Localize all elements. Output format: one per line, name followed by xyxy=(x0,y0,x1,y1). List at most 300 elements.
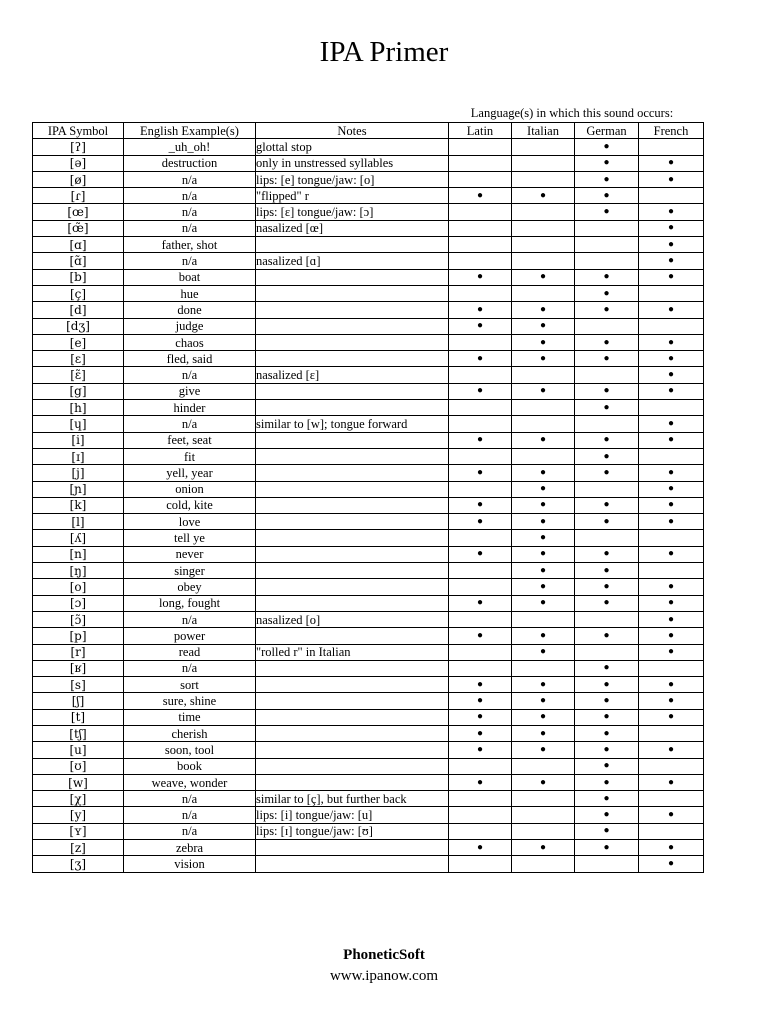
italian-occurrence-cell xyxy=(512,497,575,513)
occurrence-dot-icon: ● xyxy=(603,580,610,592)
table-row xyxy=(33,400,704,416)
occurrence-dot-icon: ● xyxy=(667,499,675,511)
notes-cell: lips: [i] tongue/jaw: [u] xyxy=(256,807,449,823)
french-occurrence-cell xyxy=(639,709,704,725)
german-occurrence-cell xyxy=(575,693,639,709)
italian-occurrence-cell xyxy=(512,823,575,839)
ipa-symbol-cell: [n] xyxy=(33,546,124,562)
french-occurrence-cell xyxy=(639,253,704,269)
table-row xyxy=(33,758,704,774)
notes-cell: "flipped" r xyxy=(256,188,449,204)
occurrence-dot-icon: ● xyxy=(667,466,675,478)
occurrence-dot-icon: ● xyxy=(603,727,610,739)
notes-cell xyxy=(256,514,449,530)
occurrence-dot-icon: ● xyxy=(667,417,675,429)
ipa-symbol-cell: [ɲ] xyxy=(33,481,124,497)
french-occurrence-cell xyxy=(639,774,704,790)
french-occurrence-cell xyxy=(639,530,704,546)
french-occurrence-cell xyxy=(639,856,704,872)
notes-cell xyxy=(256,432,449,448)
german-occurrence-cell xyxy=(575,351,639,367)
ipa-symbol-cell: [ɾ] xyxy=(33,188,124,204)
ipa-symbol-cell: [ʎ] xyxy=(33,530,124,546)
italian-occurrence-cell xyxy=(512,709,575,725)
english-example-cell: hue xyxy=(124,285,256,301)
italian-occurrence-cell xyxy=(512,530,575,546)
occurrence-dot-icon: ● xyxy=(667,841,675,853)
german-occurrence-cell xyxy=(575,530,639,546)
latin-occurrence-cell xyxy=(449,579,512,595)
german-occurrence-cell xyxy=(575,237,639,253)
occurrence-dot-icon: ● xyxy=(667,271,675,283)
latin-occurrence-cell xyxy=(449,807,512,823)
german-occurrence-cell xyxy=(575,856,639,872)
latin-occurrence-cell xyxy=(449,481,512,497)
ipa-symbol-cell: [ʒ] xyxy=(33,856,124,872)
occurrence-dot-icon: ● xyxy=(667,173,675,185)
english-example-cell: n/a xyxy=(124,367,256,383)
italian-occurrence-cell xyxy=(512,465,575,481)
occurrence-dot-icon: ● xyxy=(667,157,675,169)
occurrence-dot-icon: ● xyxy=(539,466,547,478)
table-row xyxy=(33,497,704,513)
german-occurrence-cell xyxy=(575,204,639,220)
french-occurrence-cell xyxy=(639,677,704,693)
ipa-symbol-cell: [ɛ] xyxy=(33,351,124,367)
latin-occurrence-cell xyxy=(449,660,512,676)
latin-occurrence-cell xyxy=(449,823,512,839)
latin-occurrence-cell xyxy=(449,204,512,220)
notes-cell xyxy=(256,351,449,367)
latin-occurrence-cell xyxy=(449,400,512,416)
ipa-symbol-cell: [b] xyxy=(33,269,124,285)
italian-occurrence-cell xyxy=(512,253,575,269)
french-occurrence-cell xyxy=(639,807,704,823)
notes-cell: nasalized [œ] xyxy=(256,220,449,236)
table-row xyxy=(33,677,704,693)
german-occurrence-cell xyxy=(575,285,639,301)
english-example-cell: chaos xyxy=(124,334,256,350)
italian-occurrence-cell xyxy=(512,660,575,676)
notes-cell xyxy=(256,448,449,464)
english-example-cell: n/a xyxy=(124,220,256,236)
occurrence-dot-icon: ● xyxy=(539,580,547,592)
notes-cell xyxy=(256,856,449,872)
latin-occurrence-cell xyxy=(449,546,512,562)
english-example-cell: onion xyxy=(124,481,256,497)
german-occurrence-cell xyxy=(575,302,639,318)
occurrence-dot-icon: ● xyxy=(603,515,610,527)
notes-cell xyxy=(256,758,449,774)
column-header-english-examples: English Example(s) xyxy=(124,123,256,139)
occurrence-dot-icon: ● xyxy=(603,825,610,837)
occurrence-dot-icon: ● xyxy=(539,499,547,511)
notes-cell xyxy=(256,334,449,350)
occurrence-dot-icon: ● xyxy=(667,646,675,658)
french-occurrence-cell xyxy=(639,628,704,644)
notes-cell: similar to [w]; tongue forward xyxy=(256,416,449,432)
occurrence-dot-icon: ● xyxy=(667,809,675,821)
german-occurrence-cell xyxy=(575,546,639,562)
notes-cell: lips: [ɛ] tongue/jaw: [ɔ] xyxy=(256,204,449,220)
ipa-symbol-cell: [ɥ] xyxy=(33,416,124,432)
english-example-cell: n/a xyxy=(124,807,256,823)
notes-cell xyxy=(256,465,449,481)
french-occurrence-cell xyxy=(639,644,704,660)
notes-cell xyxy=(256,677,449,693)
occurrence-dot-icon: ● xyxy=(667,711,675,723)
english-example-cell: n/a xyxy=(124,660,256,676)
german-occurrence-cell xyxy=(575,171,639,187)
notes-cell: lips: [e] tongue/jaw: [o] xyxy=(256,171,449,187)
french-occurrence-cell xyxy=(639,660,704,676)
occurrence-dot-icon: ● xyxy=(603,499,610,511)
german-occurrence-cell xyxy=(575,644,639,660)
occurrence-dot-icon: ● xyxy=(476,271,484,283)
occurrence-dot-icon: ● xyxy=(539,352,547,364)
occurrence-dot-icon: ● xyxy=(539,385,547,397)
italian-occurrence-cell xyxy=(512,840,575,856)
italian-occurrence-cell xyxy=(512,742,575,758)
ipa-symbol-cell: [ʔ] xyxy=(33,139,124,155)
occurrence-dot-icon: ● xyxy=(667,238,675,250)
table-row xyxy=(33,367,704,383)
occurrence-dot-icon: ● xyxy=(603,157,610,169)
notes-cell: lips: [ɪ] tongue/jaw: [ʊ] xyxy=(256,823,449,839)
occurrence-dot-icon: ● xyxy=(539,564,547,576)
latin-occurrence-cell xyxy=(449,840,512,856)
italian-occurrence-cell xyxy=(512,481,575,497)
occurrence-dot-icon: ● xyxy=(476,776,484,788)
occurrence-dot-icon: ● xyxy=(476,597,484,609)
english-example-cell: sort xyxy=(124,677,256,693)
french-occurrence-cell xyxy=(639,563,704,579)
occurrence-dot-icon: ● xyxy=(603,206,610,218)
italian-occurrence-cell xyxy=(512,448,575,464)
italian-occurrence-cell xyxy=(512,595,575,611)
occurrence-dot-icon: ● xyxy=(667,629,675,641)
italian-occurrence-cell xyxy=(512,139,575,155)
occurrence-dot-icon: ● xyxy=(476,841,484,853)
latin-occurrence-cell xyxy=(449,188,512,204)
french-occurrence-cell xyxy=(639,383,704,399)
table-row xyxy=(33,709,704,725)
italian-occurrence-cell xyxy=(512,383,575,399)
occurrence-dot-icon: ● xyxy=(603,271,610,283)
italian-occurrence-cell xyxy=(512,204,575,220)
latin-occurrence-cell xyxy=(449,774,512,790)
occurrence-dot-icon: ● xyxy=(667,369,675,381)
occurrence-dot-icon: ● xyxy=(476,499,484,511)
english-example-cell: n/a xyxy=(124,253,256,269)
table-row xyxy=(33,774,704,790)
ipa-symbol-cell: [y] xyxy=(33,807,124,823)
italian-occurrence-cell xyxy=(512,188,575,204)
ipa-symbol-cell: [l] xyxy=(33,514,124,530)
table-row xyxy=(33,383,704,399)
table-header-row xyxy=(33,123,704,139)
notes-cell xyxy=(256,628,449,644)
occurrence-dot-icon: ● xyxy=(539,678,547,690)
occurrence-dot-icon: ● xyxy=(476,727,484,739)
notes-cell xyxy=(256,530,449,546)
latin-occurrence-cell xyxy=(449,677,512,693)
german-occurrence-cell xyxy=(575,807,639,823)
english-example-cell: fit xyxy=(124,448,256,464)
latin-occurrence-cell xyxy=(449,155,512,171)
table-row xyxy=(33,856,704,872)
footer-brand: PhoneticSoft xyxy=(343,947,425,963)
english-example-cell: father, shot xyxy=(124,237,256,253)
german-occurrence-cell xyxy=(575,188,639,204)
occurrence-dot-icon: ● xyxy=(539,320,547,332)
english-example-cell: tell ye xyxy=(124,530,256,546)
latin-occurrence-cell xyxy=(449,644,512,660)
italian-occurrence-cell xyxy=(512,579,575,595)
german-occurrence-cell xyxy=(575,611,639,627)
table-row xyxy=(33,595,704,611)
french-occurrence-cell xyxy=(639,579,704,595)
italian-occurrence-cell xyxy=(512,220,575,236)
occurrence-dot-icon: ● xyxy=(603,809,610,821)
french-occurrence-cell xyxy=(639,693,704,709)
italian-occurrence-cell xyxy=(512,611,575,627)
occurrence-dot-icon: ● xyxy=(667,580,675,592)
occurrence-dot-icon: ● xyxy=(539,841,547,853)
latin-occurrence-cell xyxy=(449,383,512,399)
italian-occurrence-cell xyxy=(512,318,575,334)
table-row xyxy=(33,823,704,839)
ipa-symbol-cell: [h] xyxy=(33,400,124,416)
ipa-table-body xyxy=(33,139,704,872)
latin-occurrence-cell xyxy=(449,171,512,187)
occurrence-dot-icon: ● xyxy=(476,711,484,723)
french-occurrence-cell xyxy=(639,285,704,301)
german-occurrence-cell xyxy=(575,269,639,285)
english-example-cell: soon, tool xyxy=(124,742,256,758)
column-header-latin: Latin xyxy=(449,123,512,139)
ipa-symbol-cell: [r] xyxy=(33,644,124,660)
english-example-cell: _uh_oh! xyxy=(124,139,256,155)
french-occurrence-cell xyxy=(639,432,704,448)
french-occurrence-cell xyxy=(639,742,704,758)
occurrence-dot-icon: ● xyxy=(667,695,675,707)
ipa-symbol-cell: [ə] xyxy=(33,155,124,171)
occurrence-dot-icon: ● xyxy=(667,678,675,690)
french-occurrence-cell xyxy=(639,448,704,464)
german-occurrence-cell xyxy=(575,563,639,579)
german-occurrence-cell xyxy=(575,579,639,595)
german-occurrence-cell xyxy=(575,334,639,350)
notes-cell xyxy=(256,318,449,334)
table-row xyxy=(33,563,704,579)
ipa-symbol-cell: [z] xyxy=(33,840,124,856)
occurrence-dot-icon: ● xyxy=(603,352,610,364)
italian-occurrence-cell xyxy=(512,155,575,171)
occurrence-dot-icon: ● xyxy=(603,401,610,413)
german-occurrence-cell xyxy=(575,139,639,155)
english-example-cell: give xyxy=(124,383,256,399)
ipa-symbol-cell: [e] xyxy=(33,334,124,350)
occurrence-dot-icon: ● xyxy=(667,858,675,869)
english-example-cell: n/a xyxy=(124,416,256,432)
table-row xyxy=(33,188,704,204)
ipa-symbol-cell: [ʃ] xyxy=(33,693,124,709)
latin-occurrence-cell xyxy=(449,856,512,872)
ipa-symbol-cell: [w] xyxy=(33,774,124,790)
latin-occurrence-cell xyxy=(449,628,512,644)
ipa-symbol-cell: [p] xyxy=(33,628,124,644)
english-example-cell: obey xyxy=(124,579,256,595)
english-example-cell: cherish xyxy=(124,725,256,741)
table-row xyxy=(33,139,704,155)
latin-occurrence-cell xyxy=(449,432,512,448)
column-header-italian: Italian xyxy=(512,123,575,139)
french-occurrence-cell xyxy=(639,155,704,171)
notes-cell xyxy=(256,774,449,790)
french-occurrence-cell xyxy=(639,546,704,562)
occurrence-dot-icon: ● xyxy=(603,760,610,772)
english-example-cell: time xyxy=(124,709,256,725)
occurrence-dot-icon: ● xyxy=(476,548,484,560)
occurrence-dot-icon: ● xyxy=(603,189,610,201)
latin-occurrence-cell xyxy=(449,253,512,269)
ipa-symbol-cell: [ʏ] xyxy=(33,823,124,839)
french-occurrence-cell xyxy=(639,758,704,774)
occurrence-dot-icon: ● xyxy=(476,695,484,707)
occurrence-dot-icon: ● xyxy=(667,303,675,315)
ipa-symbol-cell: [j] xyxy=(33,465,124,481)
table-row xyxy=(33,448,704,464)
occurrence-dot-icon: ● xyxy=(476,303,484,315)
occurrence-dot-icon: ● xyxy=(667,776,675,788)
french-occurrence-cell xyxy=(639,791,704,807)
ipa-symbol-cell: [u] xyxy=(33,742,124,758)
table-row xyxy=(33,840,704,856)
german-occurrence-cell xyxy=(575,823,639,839)
german-occurrence-cell xyxy=(575,791,639,807)
notes-cell xyxy=(256,400,449,416)
occurrence-dot-icon: ● xyxy=(603,629,610,641)
french-occurrence-cell xyxy=(639,171,704,187)
occurrence-dot-icon: ● xyxy=(539,303,547,315)
english-example-cell: power xyxy=(124,628,256,644)
english-example-cell: done xyxy=(124,302,256,318)
german-occurrence-cell xyxy=(575,432,639,448)
notes-cell xyxy=(256,595,449,611)
notes-cell: only in unstressed syllables xyxy=(256,155,449,171)
italian-occurrence-cell xyxy=(512,856,575,872)
occurrence-dot-icon: ● xyxy=(603,711,610,723)
latin-occurrence-cell xyxy=(449,709,512,725)
table-row xyxy=(33,465,704,481)
italian-occurrence-cell xyxy=(512,285,575,301)
ipa-symbol-cell: [ɔ] xyxy=(33,595,124,611)
occurrence-dot-icon: ● xyxy=(476,466,484,478)
latin-occurrence-cell xyxy=(449,563,512,579)
english-example-cell: n/a xyxy=(124,823,256,839)
german-occurrence-cell xyxy=(575,840,639,856)
italian-occurrence-cell xyxy=(512,367,575,383)
french-occurrence-cell xyxy=(639,188,704,204)
latin-occurrence-cell xyxy=(449,595,512,611)
german-occurrence-cell xyxy=(575,416,639,432)
notes-cell: nasalized [ɑ] xyxy=(256,253,449,269)
table-row xyxy=(33,351,704,367)
notes-cell: similar to [ç], but further back xyxy=(256,791,449,807)
french-occurrence-cell xyxy=(639,302,704,318)
latin-occurrence-cell xyxy=(449,514,512,530)
latin-occurrence-cell xyxy=(449,693,512,709)
french-occurrence-cell xyxy=(639,595,704,611)
notes-cell xyxy=(256,237,449,253)
ipa-symbol-cell: [ʁ] xyxy=(33,660,124,676)
italian-occurrence-cell xyxy=(512,269,575,285)
italian-occurrence-cell xyxy=(512,725,575,741)
notes-cell xyxy=(256,840,449,856)
ipa-symbol-cell: [tʃ] xyxy=(33,725,124,741)
german-occurrence-cell xyxy=(575,725,639,741)
occurrence-dot-icon: ● xyxy=(603,841,610,853)
german-occurrence-cell xyxy=(575,628,639,644)
german-occurrence-cell xyxy=(575,253,639,269)
english-example-cell: book xyxy=(124,758,256,774)
table-row xyxy=(33,481,704,497)
table-row xyxy=(33,237,704,253)
notes-cell xyxy=(256,269,449,285)
table-row xyxy=(33,204,704,220)
ipa-symbol-cell: [ŋ] xyxy=(33,563,124,579)
occurrence-dot-icon: ● xyxy=(667,483,675,495)
ipa-symbol-cell: [k] xyxy=(33,497,124,513)
latin-occurrence-cell xyxy=(449,791,512,807)
occurrence-dot-icon: ● xyxy=(603,450,610,462)
languages-caption: Language(s) in which this sound occurs: xyxy=(470,106,674,120)
italian-occurrence-cell xyxy=(512,677,575,693)
french-occurrence-cell xyxy=(639,725,704,741)
notes-cell xyxy=(256,660,449,676)
occurrence-dot-icon: ● xyxy=(476,678,484,690)
french-occurrence-cell xyxy=(639,351,704,367)
ipa-symbol-cell: [d] xyxy=(33,302,124,318)
occurrence-dot-icon: ● xyxy=(603,140,610,152)
ipa-symbol-cell: [χ] xyxy=(33,791,124,807)
english-example-cell: singer xyxy=(124,563,256,579)
notes-cell xyxy=(256,742,449,758)
english-example-cell: n/a xyxy=(124,204,256,220)
ipa-symbol-cell: [dʒ] xyxy=(33,318,124,334)
notes-cell xyxy=(256,563,449,579)
occurrence-dot-icon: ● xyxy=(476,515,484,527)
german-occurrence-cell xyxy=(575,595,639,611)
occurrence-dot-icon: ● xyxy=(476,434,484,446)
french-occurrence-cell xyxy=(639,481,704,497)
english-example-cell: feet, seat xyxy=(124,432,256,448)
notes-cell: nasalized [o] xyxy=(256,611,449,627)
french-occurrence-cell xyxy=(639,237,704,253)
english-example-cell: yell, year xyxy=(124,465,256,481)
english-example-cell: read xyxy=(124,644,256,660)
occurrence-dot-icon: ● xyxy=(603,662,610,674)
english-example-cell: sure, shine xyxy=(124,693,256,709)
ipa-symbol-cell: [ø] xyxy=(33,171,124,187)
table-row xyxy=(33,285,704,301)
occurrence-dot-icon: ● xyxy=(539,548,547,560)
ipa-symbol-cell: [i] xyxy=(33,432,124,448)
latin-occurrence-cell xyxy=(449,465,512,481)
italian-occurrence-cell xyxy=(512,693,575,709)
german-occurrence-cell xyxy=(575,742,639,758)
